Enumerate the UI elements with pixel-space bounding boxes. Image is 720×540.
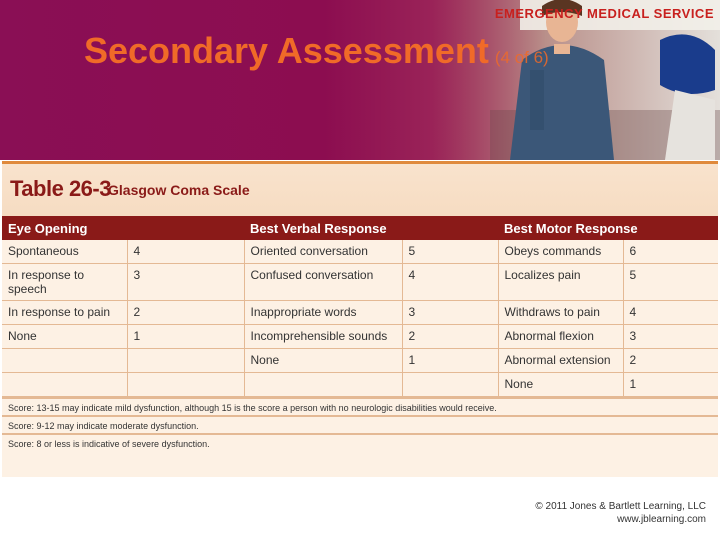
cell — [244, 373, 402, 397]
copyright — [535, 500, 706, 526]
cell: 5 — [402, 240, 498, 264]
cell: Obeys commands — [498, 240, 623, 264]
cell: None — [498, 373, 623, 397]
cell — [402, 373, 498, 397]
cell: Inappropriate words — [244, 301, 402, 325]
cell — [127, 373, 244, 397]
table-row — [2, 301, 718, 325]
cell: 3 — [623, 325, 718, 349]
header-verbal-response: Best Verbal Response — [244, 216, 498, 240]
cell: 4 — [402, 264, 498, 301]
table-panel — [2, 161, 718, 477]
header-eye-opening: Eye Opening — [2, 216, 244, 240]
cell: Spontaneous — [2, 240, 127, 264]
cell: 2 — [623, 349, 718, 373]
cell: In response to speech — [2, 264, 127, 301]
cell — [2, 373, 127, 397]
cell: 1 — [623, 373, 718, 397]
table-name: Glasgow Coma Scale — [108, 182, 250, 198]
table-row — [2, 240, 718, 264]
cell: Withdraws to pain — [498, 301, 623, 325]
cell: None — [244, 349, 402, 373]
cell: Incomprehensible sounds — [244, 325, 402, 349]
cell: 5 — [623, 264, 718, 301]
ems-photo — [430, 0, 720, 160]
score-note: Score: 8 or less is indicative of severe dysfunction. — [2, 433, 718, 451]
cell: 1 — [127, 325, 244, 349]
cell: Abnormal extension — [498, 349, 623, 373]
cell: 2 — [402, 325, 498, 349]
score-note: Score: 13-15 may indicate mild dysfunction, although 15 is the score a person with no neurologic disabilities would receive. — [2, 397, 718, 415]
ems-vehicle-text: EMERGENCY MEDICAL SERVICE — [494, 6, 714, 21]
cell: 4 — [127, 240, 244, 264]
cell: Oriented conversation — [244, 240, 402, 264]
table-heading — [2, 161, 718, 216]
cell: 3 — [402, 301, 498, 325]
cell — [2, 349, 127, 373]
score-notes — [2, 397, 718, 451]
copyright-text: © 2011 Jones & Bartlett Learning, LLC — [535, 501, 706, 512]
cell: In response to pain — [2, 301, 127, 325]
table-label: Table 26-3 — [10, 176, 111, 201]
cell: Confused conversation — [244, 264, 402, 301]
cell: 3 — [127, 264, 244, 301]
slide-title-sub: (4 of 6) — [494, 48, 549, 67]
slide-header — [0, 0, 720, 160]
table-row — [2, 373, 718, 397]
cell: Abnormal flexion — [498, 325, 623, 349]
table-row — [2, 264, 718, 301]
table-header-row — [2, 216, 718, 240]
cell: 1 — [402, 349, 498, 373]
table-row — [2, 325, 718, 349]
cell: 2 — [127, 301, 244, 325]
slide-title-text: Secondary Assessment — [84, 30, 489, 71]
cell: 6 — [623, 240, 718, 264]
cell: 4 — [623, 301, 718, 325]
header-motor-response: Best Motor Response — [498, 216, 718, 240]
cell — [127, 349, 244, 373]
publisher-url: www.jblearning.com — [617, 514, 706, 525]
glasgow-coma-scale-table — [2, 216, 718, 397]
table-row — [2, 349, 718, 373]
cell: Localizes pain — [498, 264, 623, 301]
score-note: Score: 9-12 may indicate moderate dysfunction. — [2, 415, 718, 433]
cell: None — [2, 325, 127, 349]
slide-title — [84, 30, 549, 72]
